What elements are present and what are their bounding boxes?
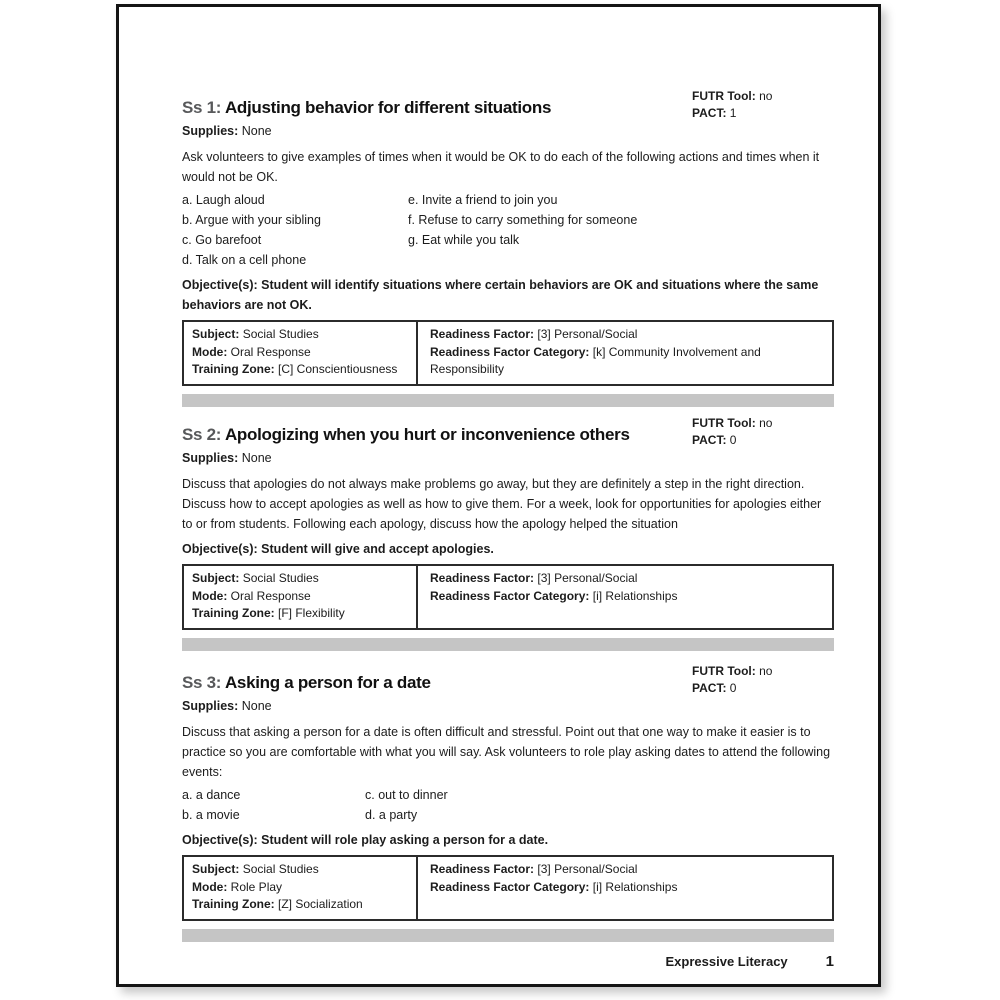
futr-tool-label: FUTR Tool:	[692, 416, 756, 430]
subject-line	[192, 326, 410, 344]
example-list-right-column	[408, 190, 637, 270]
mode-value: Role Play	[230, 879, 283, 894]
readiness-category-line	[430, 879, 824, 897]
instructions-paragraph: Ask volunteers to give examples of times when it would be OK to do each of the following actions and times when it would not be OK.	[182, 150, 820, 184]
training-zone-line	[192, 605, 410, 623]
list-item: e. Invite a friend to join you	[408, 193, 558, 207]
list-item: c. Go barefoot	[182, 233, 262, 247]
pact-value: 0	[729, 680, 737, 695]
readiness-factor-line	[430, 861, 824, 879]
list-item: a. a dance	[182, 788, 241, 802]
readiness-category-value: [i] Relationships	[592, 879, 678, 894]
supplies-label: Supplies:	[182, 699, 239, 713]
section-title-text: Adjusting behavior for different situations	[224, 98, 552, 117]
section-number: Ss 1:	[182, 98, 222, 117]
readiness-category-line	[430, 588, 824, 606]
pact-value: 1	[729, 105, 737, 120]
section-header	[182, 663, 834, 695]
info-table-left-cell	[184, 857, 418, 919]
info-table-left-cell	[184, 322, 418, 384]
pact-label: PACT:	[692, 105, 727, 120]
info-table-right-cell	[418, 322, 832, 384]
readiness-factor-line	[430, 570, 824, 588]
training-zone-value: [F] Flexibility	[278, 606, 345, 620]
readiness-factor-label: Readiness Factor:	[430, 327, 535, 341]
lesson-info-table	[182, 564, 834, 630]
supplies-label: Supplies:	[182, 124, 239, 138]
readiness-factor-label: Readiness Factor:	[430, 571, 535, 585]
section-number: Ss 3:	[182, 673, 222, 692]
readiness-factor-value: [3] Personal/Social	[537, 327, 638, 341]
readiness-factor-value: [3] Personal/Social	[537, 862, 638, 876]
training-zone-line	[192, 361, 410, 379]
pact-value: 0	[729, 432, 737, 447]
pact-label: PACT:	[692, 432, 727, 447]
pact-line	[692, 432, 772, 449]
subject-line	[192, 861, 410, 879]
training-zone-line	[192, 896, 410, 914]
section-divider-bar	[182, 638, 834, 651]
subject-value: Social Studies	[242, 571, 319, 585]
list-item: a. Laugh aloud	[182, 193, 265, 207]
supplies-label: Supplies:	[182, 451, 239, 465]
supplies-value: None	[241, 124, 272, 138]
readiness-factor-label: Readiness Factor:	[430, 862, 535, 876]
mode-line	[192, 879, 410, 897]
section-title-text: Apologizing when you hurt or inconvenience others	[224, 425, 630, 444]
list-item: d. Talk on a cell phone	[182, 253, 307, 267]
section-number: Ss 2:	[182, 425, 222, 444]
instructions-paragraph: Discuss that asking a person for a date is often difficult and stressful. Point out that one way to make it easier is to practice so you are comfortable with what you will say. Ask volunteers to role play asking dates to attend the following events:	[182, 725, 831, 779]
page-number: 1	[825, 953, 834, 970]
readiness-category-value: [k] Community Involvement and Responsibility	[430, 344, 761, 376]
section-header	[182, 415, 834, 447]
mode-label: Mode:	[192, 344, 228, 359]
mode-value: Oral Response	[230, 344, 311, 359]
subject-label: Subject:	[192, 862, 240, 876]
section-divider-bar	[182, 929, 834, 942]
activity-section-ss3	[182, 663, 834, 942]
supplies-value: None	[241, 699, 272, 713]
subject-value: Social Studies	[242, 327, 319, 341]
book-title: Expressive Literacy	[665, 954, 788, 969]
list-item: b. Argue with your sibling	[182, 213, 321, 227]
activity-section-ss1	[182, 88, 834, 407]
objective-line: Objective(s): Student will identify situations where certain behaviors are OK and situations where the same behaviors are not OK.	[182, 278, 819, 312]
section-meta	[692, 88, 772, 121]
mode-line	[192, 344, 410, 362]
pact-label: PACT:	[692, 680, 727, 695]
list-item: b. a movie	[182, 808, 240, 822]
page-footer	[666, 953, 834, 970]
list-item: g. Eat while you talk	[408, 233, 520, 247]
futr-tool-line	[692, 88, 772, 105]
mode-label: Mode:	[192, 879, 228, 894]
supplies-value: None	[241, 451, 272, 465]
lesson-info-table	[182, 855, 834, 921]
readiness-category-value: [i] Relationships	[592, 588, 678, 603]
example-list-left-column	[182, 785, 365, 825]
supplies-line	[182, 699, 834, 715]
activity-section-ss2	[182, 415, 834, 651]
list-item: c. out to dinner	[365, 788, 448, 802]
futr-tool-label: FUTR Tool:	[692, 89, 756, 103]
futr-tool-line	[692, 663, 772, 680]
document-page	[116, 4, 881, 987]
list-item: f. Refuse to carry something for someone	[408, 213, 638, 227]
example-list-right-column	[365, 785, 448, 825]
example-list	[182, 785, 834, 825]
futr-tool-line	[692, 415, 772, 432]
instructions-paragraph: Discuss that apologies do not always make problems go away, but they are definitely a step in the right direction. Discuss how to accept apologies as well as how to give them. For a week, look for opportunities for apologies either to or from students. Following each apology, discuss how the apology helped the situation	[182, 477, 822, 531]
example-list	[182, 190, 834, 270]
mode-value: Oral Response	[230, 588, 311, 603]
section-header	[182, 88, 834, 120]
info-table-right-cell	[418, 566, 832, 628]
info-table-right-cell	[418, 857, 832, 919]
readiness-factor-line	[430, 326, 824, 344]
readiness-category-label: Readiness Factor Category:	[430, 344, 590, 359]
readiness-category-label: Readiness Factor Category:	[430, 588, 590, 603]
training-zone-label: Training Zone:	[192, 897, 275, 911]
section-meta	[692, 415, 772, 448]
subject-value: Social Studies	[242, 862, 319, 876]
futr-tool-value: no	[759, 89, 773, 103]
section-title-text: Asking a person for a date	[224, 673, 431, 692]
lesson-info-table	[182, 320, 834, 386]
subject-line	[192, 570, 410, 588]
readiness-category-line	[430, 344, 824, 379]
example-list-left-column	[182, 190, 408, 270]
list-item: d. a party	[365, 808, 418, 822]
futr-tool-label: FUTR Tool:	[692, 664, 756, 678]
training-zone-label: Training Zone:	[192, 606, 275, 620]
info-table-left-cell	[184, 566, 418, 628]
training-zone-label: Training Zone:	[192, 362, 275, 376]
readiness-factor-value: [3] Personal/Social	[537, 571, 638, 585]
section-meta	[692, 663, 772, 696]
mode-line	[192, 588, 410, 606]
mode-label: Mode:	[192, 588, 228, 603]
supplies-line	[182, 451, 834, 467]
objective-line: Objective(s): Student will give and accept apologies.	[182, 542, 494, 556]
subject-label: Subject:	[192, 571, 240, 585]
training-zone-value: [C] Conscientiousness	[278, 362, 398, 376]
section-divider-bar	[182, 394, 834, 407]
subject-label: Subject:	[192, 327, 240, 341]
futr-tool-value: no	[759, 416, 773, 430]
objective-line: Objective(s): Student will role play asking a person for a date.	[182, 833, 549, 847]
futr-tool-value: no	[759, 664, 773, 678]
pact-line	[692, 105, 772, 122]
training-zone-value: [Z] Socialization	[278, 897, 363, 911]
readiness-category-label: Readiness Factor Category:	[430, 879, 590, 894]
supplies-line	[182, 124, 834, 140]
pact-line	[692, 680, 772, 697]
